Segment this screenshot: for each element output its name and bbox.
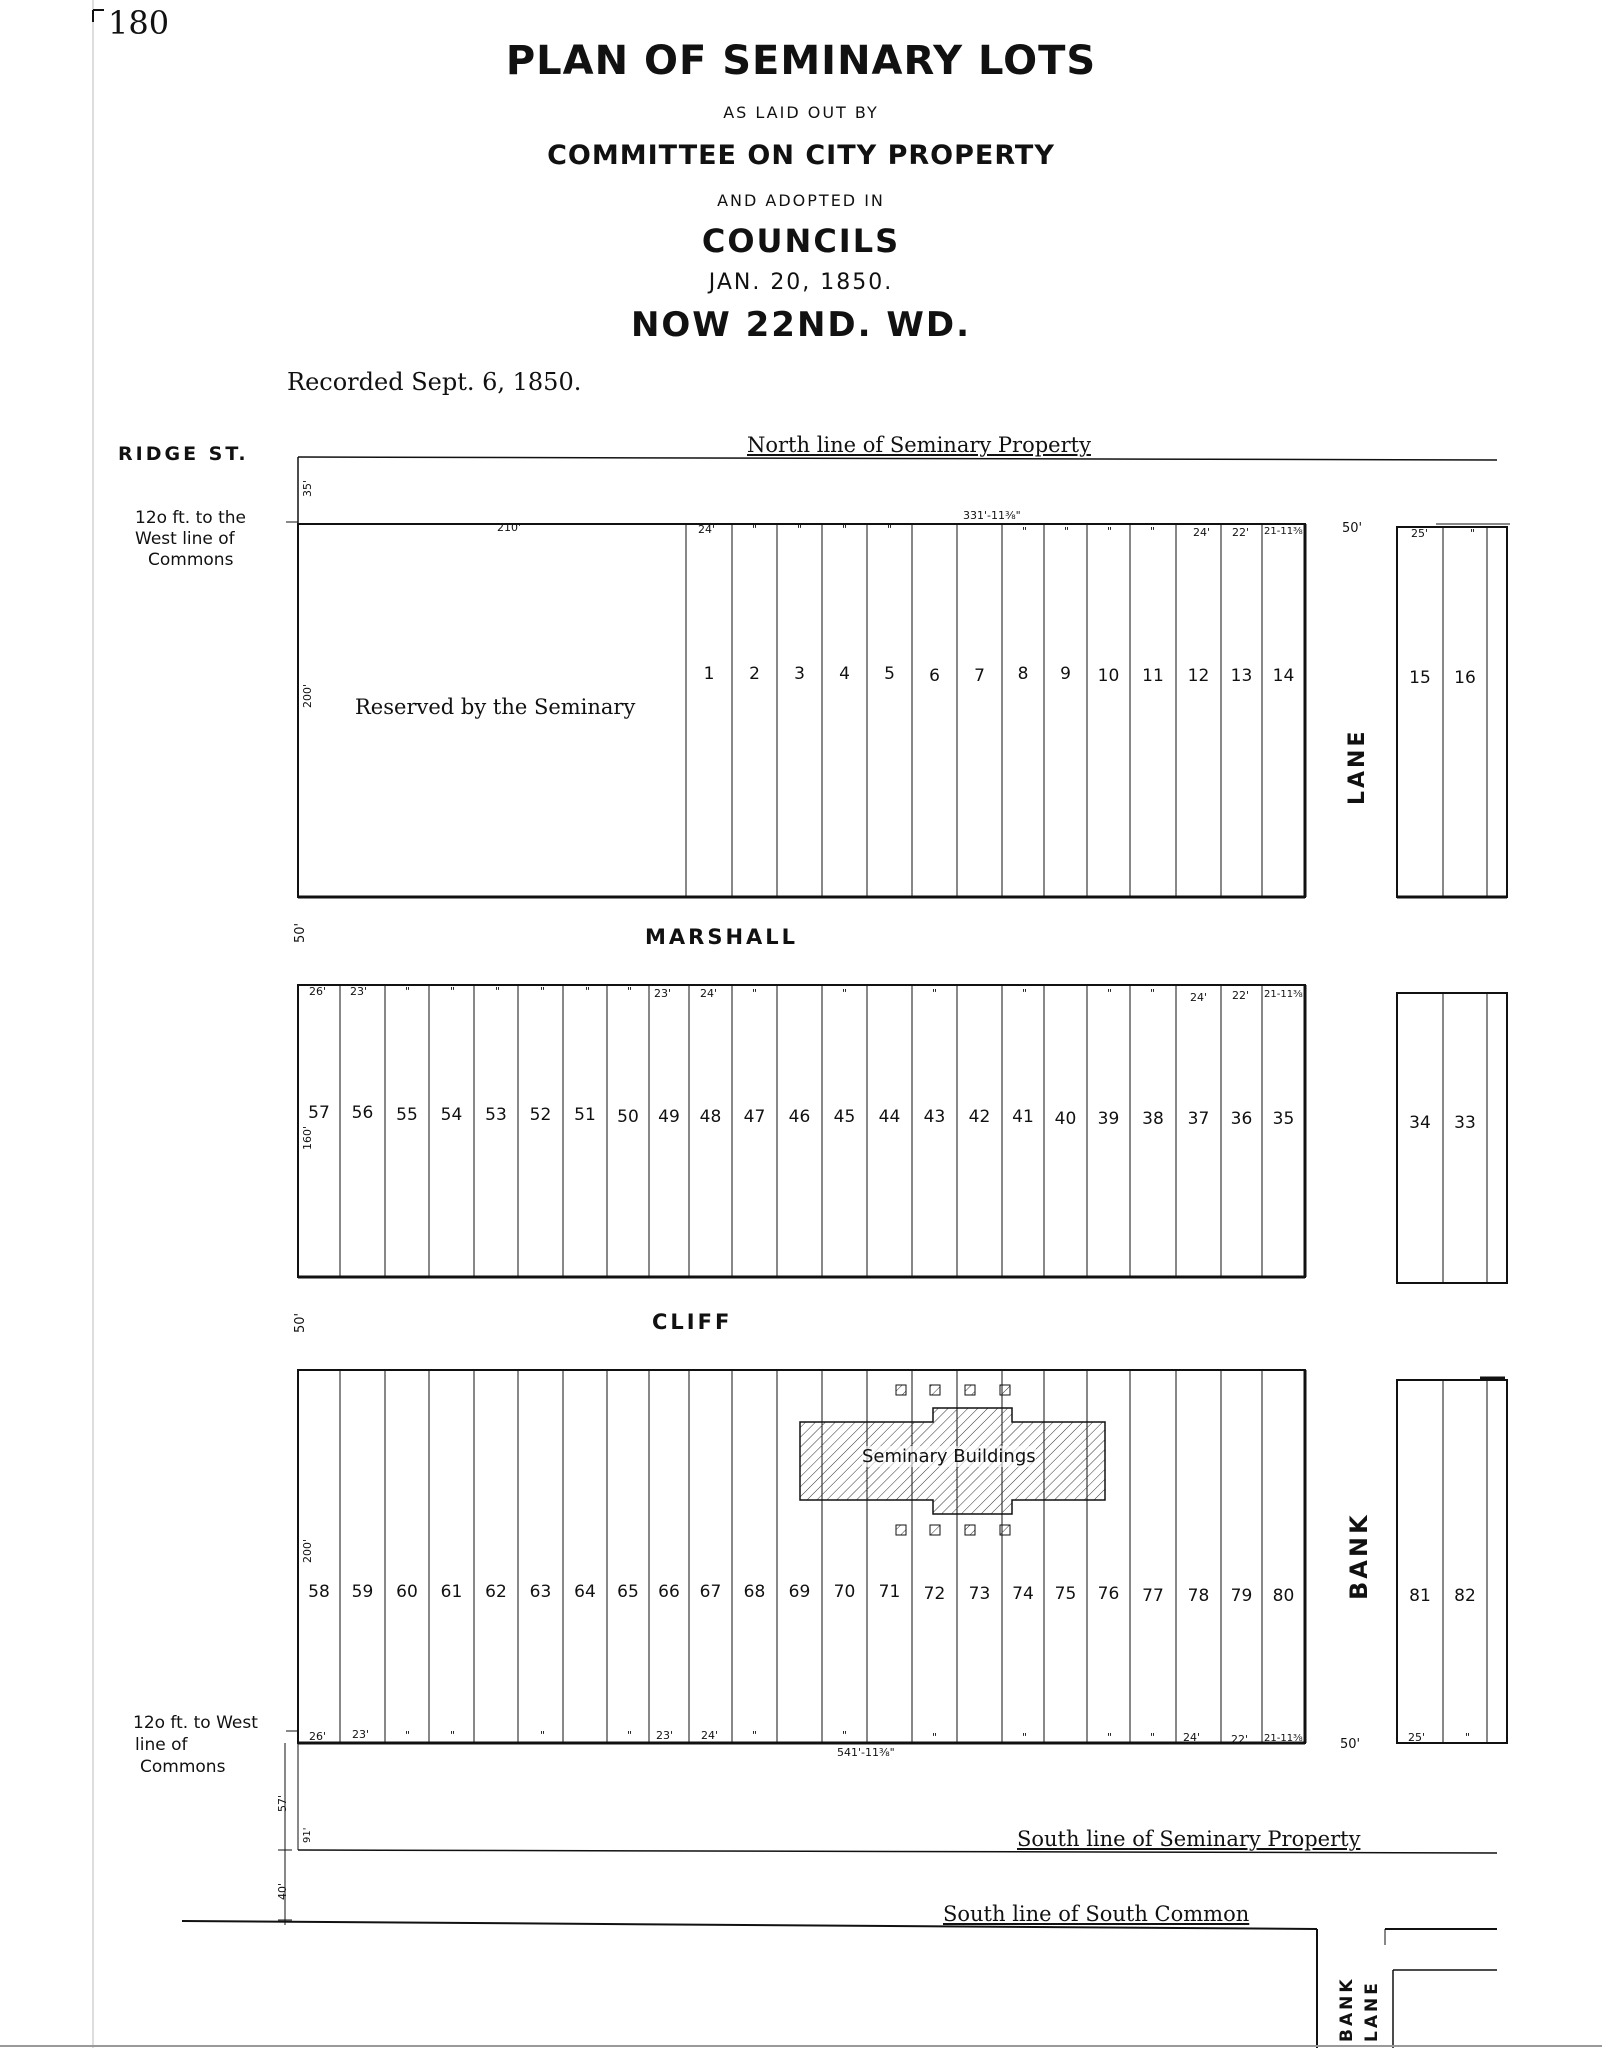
dim-23-b3: 23' — [352, 1728, 370, 1741]
lot-number: 67 — [699, 1582, 722, 1602]
lot-number: 40 — [1054, 1109, 1077, 1129]
lot-number: 51 — [574, 1105, 596, 1125]
lot-number: 35 — [1272, 1109, 1295, 1129]
lot-number: 37 — [1187, 1109, 1210, 1129]
lot-number: 48 — [699, 1107, 722, 1127]
lot-number: 53 — [485, 1105, 507, 1125]
south-common-label: South line of South Common — [943, 1902, 1250, 1926]
dim-50-top: 50' — [1342, 521, 1363, 536]
map-title: PLAN OF SEMINARY LOTS — [505, 38, 1097, 84]
ditto-mark: " — [585, 985, 591, 998]
dim-22-b3: 22' — [1231, 1733, 1249, 1746]
dim-21-b2: 21-11⅜ — [1264, 989, 1303, 1000]
lot-number: 56 — [351, 1103, 374, 1123]
lot-number: 59 — [351, 1582, 374, 1602]
lot-number: 34 — [1409, 1113, 1431, 1133]
dim-331: 331'-11⅜" — [963, 509, 1021, 522]
ditto-mark: " — [1107, 1731, 1113, 1744]
lot-number: 12 — [1187, 666, 1210, 686]
recorded-date: Recorded Sept. 6, 1850. — [287, 368, 582, 396]
dim-40: 40' — [276, 1882, 289, 1900]
street-cliff: CLIFF — [652, 1310, 733, 1334]
lot-number: 60 — [396, 1582, 418, 1602]
lot-number: 66 — [658, 1582, 680, 1602]
ditto-mark: " — [627, 985, 633, 998]
dim-23-b2-mid: 23' — [654, 987, 672, 1000]
lot-number: 3 — [794, 664, 805, 684]
dim-23-b3-mid: 23' — [656, 1729, 674, 1742]
ditto-mark: " — [1022, 987, 1028, 1000]
dim-23-b2: 23' — [350, 985, 368, 998]
ditto-mark: " — [887, 523, 893, 536]
north-line-label: North line of Seminary Property — [747, 433, 1091, 457]
block-1-east — [1397, 527, 1507, 897]
ditto-mark: " — [1107, 987, 1113, 1000]
dim-25-top: 25' — [1411, 527, 1429, 540]
subtitle-ward: NOW 22ND. WD. — [630, 305, 972, 345]
lot-number: 36 — [1230, 1109, 1253, 1129]
ditto-mark: " — [842, 1729, 848, 1742]
subtitle-committee: COMMITTEE ON CITY PROPERTY — [547, 140, 1055, 171]
lot-number: 16 — [1454, 668, 1476, 688]
west-note-top-1: 12o ft. to the — [135, 508, 246, 528]
buildings-label: Seminary Buildings — [862, 1446, 1036, 1467]
street-bank: BANK — [1345, 1512, 1373, 1600]
lot-number: 57 — [308, 1103, 330, 1123]
street-bank-lane-2: LANE — [1362, 1980, 1382, 2042]
street-ridge: RIDGE ST. — [118, 443, 249, 465]
lot-number: 80 — [1272, 1586, 1295, 1606]
street-marshall: MARSHALL — [645, 925, 799, 949]
lot-number: 52 — [529, 1105, 552, 1125]
west-note-bottom-1: 12o ft. to West — [133, 1713, 258, 1733]
dim-50-cliff: 50' — [293, 1312, 308, 1333]
lot-number: 7 — [974, 666, 985, 686]
lot-number: 55 — [396, 1105, 418, 1125]
ditto-mark: " — [405, 985, 411, 998]
lot-number: 33 — [1454, 1113, 1476, 1133]
dim-24-b3-r: 24' — [1183, 1731, 1201, 1744]
street-lane: LANE — [1345, 728, 1370, 805]
lot-number: 8 — [1017, 664, 1029, 684]
ditto-mark: " — [1465, 1731, 1471, 1744]
lot-number: 61 — [440, 1582, 463, 1602]
ditto-mark: " — [405, 1729, 411, 1742]
dim-22-b2: 22' — [1232, 989, 1250, 1002]
lot-number: 77 — [1142, 1586, 1164, 1606]
dim-24-b3-mid: 24' — [701, 1729, 719, 1742]
south-line-label: South line of Seminary Property — [1017, 1827, 1361, 1851]
lot-number: 78 — [1187, 1586, 1210, 1606]
west-note-top-2: West line of — [135, 529, 235, 549]
dim-160: 160' — [301, 1125, 314, 1150]
ditto-mark: " — [1150, 1731, 1156, 1744]
lot-number: 50 — [617, 1107, 639, 1127]
lot-number: 13 — [1230, 666, 1253, 686]
dim-200-b3: 200' — [301, 1538, 314, 1563]
ditto-mark: " — [1022, 1731, 1028, 1744]
subtitle-laid-out-by: AS LAID OUT BY — [723, 103, 879, 122]
block-3-east — [1397, 1380, 1507, 1743]
west-note-bottom-3: Commons — [140, 1757, 226, 1777]
ditto-mark: " — [752, 523, 758, 536]
lot-number: 76 — [1097, 1584, 1120, 1604]
lot-number: 15 — [1409, 668, 1431, 688]
ditto-mark: " — [932, 987, 938, 1000]
ditto-mark: " — [752, 987, 758, 1000]
ditto-mark: " — [752, 1729, 758, 1742]
ditto-mark: " — [540, 1729, 546, 1742]
ditto-mark: " — [495, 985, 501, 998]
lot-number: 41 — [1012, 1107, 1034, 1127]
dim-26-b2: 26' — [309, 985, 327, 998]
block-2 — [298, 985, 1305, 1277]
ditto-mark: " — [842, 523, 848, 536]
lot-number: 2 — [749, 664, 760, 684]
lot-number: 69 — [788, 1582, 811, 1602]
dim-200-top: 200' — [301, 683, 314, 708]
ditto-mark: " — [797, 523, 803, 536]
dim-35: 35' — [301, 479, 314, 497]
lot-number: 49 — [658, 1107, 680, 1127]
lot-number: 54 — [440, 1105, 463, 1125]
dim-50-bottom: 50' — [1340, 1737, 1361, 1752]
ditto-mark: " — [842, 987, 848, 1000]
ditto-mark: " — [1022, 525, 1028, 538]
lot-number: 42 — [968, 1107, 991, 1127]
ditto-mark: " — [540, 985, 546, 998]
ditto-mark: " — [1150, 525, 1156, 538]
ditto-mark: " — [1150, 987, 1156, 1000]
lot-number: 6 — [929, 666, 940, 686]
dim-24-top-r: 24' — [1193, 526, 1211, 539]
subtitle-adopted-in: AND ADOPTED IN — [717, 191, 885, 210]
lot-number: 81 — [1409, 1586, 1431, 1606]
lot-number: 79 — [1230, 1586, 1253, 1606]
dim-24-b2-mid: 24' — [700, 987, 718, 1000]
lot-number: 1 — [703, 664, 715, 684]
lot-number: 68 — [743, 1582, 766, 1602]
ditto-mark: " — [450, 1729, 456, 1742]
lot-number: 45 — [833, 1107, 856, 1127]
lot-number: 72 — [923, 1584, 946, 1604]
lot-number: 5 — [884, 664, 895, 684]
dim-26-b3: 26' — [309, 1730, 327, 1743]
lot-number: 63 — [529, 1582, 552, 1602]
lot-number: 82 — [1454, 1586, 1476, 1606]
lot-number: 38 — [1142, 1109, 1164, 1129]
subtitle-councils: COUNCILS — [701, 222, 901, 260]
ditto-mark: " — [1064, 525, 1070, 538]
lot-number: 44 — [878, 1107, 901, 1127]
subtitle-date: JAN. 20, 1850. — [708, 270, 894, 295]
lot-number: 64 — [574, 1582, 596, 1602]
ditto-mark: " — [1107, 525, 1113, 538]
lot-number: 9 — [1060, 664, 1071, 684]
lot-number: 14 — [1272, 666, 1295, 686]
dim-25-bottom: 25' — [1408, 1731, 1426, 1744]
reserved-label: Reserved by the Seminary — [355, 695, 636, 719]
dim-22-top: 22' — [1232, 526, 1250, 539]
lot-number: 75 — [1054, 1584, 1077, 1604]
lot-number: 11 — [1142, 666, 1164, 686]
dim-50-marshall: 50' — [293, 922, 308, 943]
lot-number: 70 — [833, 1582, 856, 1602]
lot-number: 58 — [308, 1582, 330, 1602]
dim-21-top: 21-11⅜ — [1264, 526, 1303, 537]
west-note-bottom-2: line of — [135, 1735, 188, 1755]
dim-24-top: 24' — [698, 523, 716, 536]
dim-24-b2-r: 24' — [1190, 991, 1208, 1004]
lot-number: 46 — [788, 1107, 811, 1127]
lot-number: 71 — [878, 1582, 901, 1602]
west-note-top-3: Commons — [148, 550, 234, 570]
dim-91: 91' — [302, 1827, 313, 1843]
lot-number: 47 — [743, 1107, 766, 1127]
dim-57: 57' — [276, 1794, 289, 1812]
lot-number: 65 — [617, 1582, 639, 1602]
dim-210: 210' — [497, 521, 522, 534]
ditto-mark: " — [627, 1729, 633, 1742]
dim-21-b3: 21-11⅜ — [1264, 1733, 1303, 1744]
block-2-east — [1397, 993, 1507, 1283]
lot-number: 74 — [1012, 1584, 1034, 1604]
lot-number: 62 — [485, 1582, 507, 1602]
lot-number: 43 — [923, 1107, 946, 1127]
lot-number: 39 — [1097, 1109, 1120, 1129]
ditto-mark: " — [1470, 527, 1476, 540]
lot-number: 10 — [1097, 666, 1120, 686]
street-bank-lane-1: BANK — [1337, 1976, 1357, 2042]
north-property-line — [298, 457, 1497, 460]
ditto-mark: " — [932, 1731, 938, 1744]
page-number: 180 — [108, 4, 170, 42]
ditto-mark: " — [450, 985, 456, 998]
lot-number: 73 — [968, 1584, 991, 1604]
dim-541: 541'-11⅜" — [837, 1746, 895, 1759]
lot-number: 4 — [839, 664, 850, 684]
